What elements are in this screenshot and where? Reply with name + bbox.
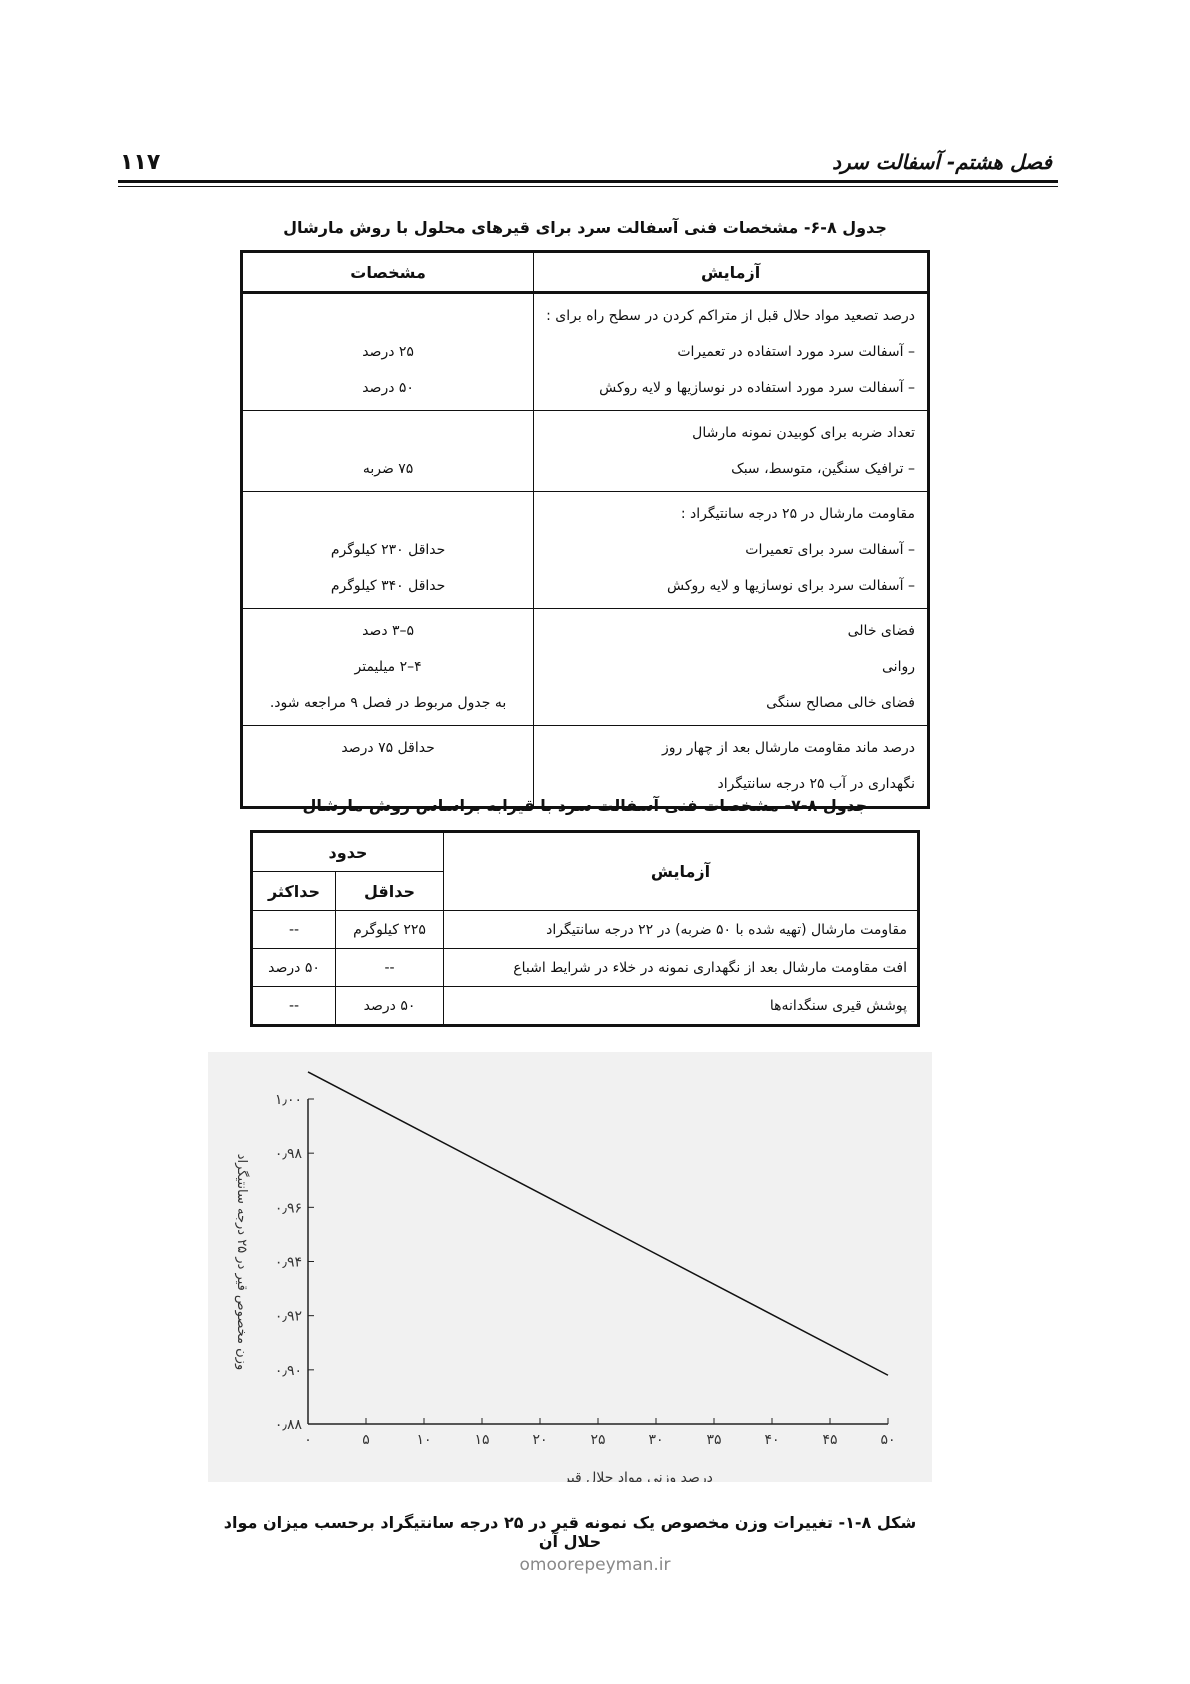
cell-line: – ترافیک سنگین، متوسط، سبک [731, 461, 915, 477]
cell-line: ۵–۳ دصد [362, 623, 415, 639]
table-cell-spec [242, 609, 534, 726]
x-tick-label: ۱۵ [474, 1432, 490, 1448]
cell-line: – آسفالت سرد مورد استفاده در تعمیرات [677, 344, 915, 360]
y-tick-label: ۰٫۹۲ [274, 1308, 302, 1325]
table-row [252, 949, 919, 987]
x-tick-label: ۴۰ [764, 1432, 780, 1448]
table2-header-test: آزمایش [444, 832, 919, 911]
cell-line: فضای خالی [847, 623, 915, 639]
table1-header-spec: مشخصات [242, 252, 534, 293]
cell-line: تعداد ضربه برای کوبیدن نمونه مارشال [692, 425, 915, 441]
y-tick-label: ۰٫۹۰ [274, 1362, 302, 1379]
table2-header-max: حداکثر [252, 872, 336, 911]
cell-line: ۲۵ درصد [362, 344, 414, 360]
cell-line: ۷۵ ضربه [362, 461, 414, 477]
cell-line [255, 298, 521, 334]
x-tick-label: ۲۵ [590, 1432, 606, 1448]
table-cell-min: ۲۲۵ کیلوگرم [336, 911, 444, 949]
cell-line: ۴–۲ میلیمتر [354, 659, 422, 675]
table-cell-test [534, 492, 929, 609]
table-cell-test: پوشش قیری سنگدانه‌ها [444, 987, 919, 1026]
cell-line: حداقل ۲۳۰ کیلوگرم [330, 542, 446, 558]
x-tick-label: ۴۵ [822, 1432, 838, 1448]
x-tick-label: ۱۰ [416, 1432, 432, 1448]
table2 [250, 830, 920, 1027]
y-tick-label: ۰٫۹۶ [274, 1200, 302, 1217]
table-cell-max: -- [252, 911, 336, 949]
table1-header-test: آزمایش [534, 252, 929, 293]
table1 [240, 250, 930, 809]
cell-line: به جدول مربوط در فصل ۹ مراجعه شود. [269, 695, 507, 711]
table-cell-test [534, 609, 929, 726]
cell-line: – آسفالت سرد مورد استفاده در نوسازیها و لایه روکش [599, 380, 915, 396]
table-cell-test: مقاومت مارشال (تهیه شده با ۵۰ ضربه) در ۲۲ درجه سانتیگراد [444, 911, 919, 949]
table2-caption: جدول ۸-۷- مشخصات فنی آسفالت سرد با قیرابه براساس روش مارشال [302, 796, 868, 815]
cell-line: حداقل ۷۵ درصد [341, 740, 435, 756]
table-cell-test [534, 293, 929, 411]
cell-line [255, 496, 521, 532]
cell-line: فضای خالی مصالح سنگی [766, 695, 915, 711]
cell-line: روانی [882, 659, 915, 675]
table-row [242, 492, 929, 609]
chart-svg [208, 1052, 932, 1482]
figure-chart [208, 1052, 932, 1482]
header-rule-thick [118, 180, 1058, 183]
x-tick-label: ۲۰ [532, 1432, 548, 1448]
table1-caption: جدول ۸-۶- مشخصات فنی آسفالت سرد برای قیرهای محلول با روش مارشال [283, 218, 887, 237]
cell-line: مقاومت مارشال در ۲۵ درجه سانتیگراد : [680, 506, 915, 522]
table2-header-limits: حدود [252, 832, 444, 872]
table-cell-max: ۵۰ درصد [252, 949, 336, 987]
x-tick-label: ۵۰ [880, 1432, 896, 1448]
table-cell-min: ۵۰ درصد [336, 987, 444, 1026]
table-cell-max: -- [252, 987, 336, 1026]
series-line [308, 1072, 888, 1375]
y-axis-label: وزن مخصوص قیر در ۲۵ درجه سانتیگراد [234, 1153, 249, 1371]
table-cell-spec [242, 492, 534, 609]
x-tick-label: ۰ [304, 1432, 312, 1448]
cell-line: – آسفالت سرد برای نوسازیها و لایه روکش [667, 578, 915, 594]
header-rule-thin [118, 186, 1058, 187]
y-tick-label: ۰٫۹۸ [274, 1146, 302, 1163]
table2-header-row [252, 832, 919, 872]
x-axis-label: درصد وزنی مواد حلال قیر [563, 1470, 713, 1482]
table2-header-min: حداقل [336, 872, 444, 911]
x-tick-label: ۳۵ [706, 1432, 722, 1448]
table-row [242, 609, 929, 726]
y-tick-label: ۰٫۹۴ [274, 1254, 302, 1271]
cell-line: درصد ماند مقاومت مارشال بعد از چهار روز [661, 740, 915, 756]
x-tick-label: ۵ [362, 1432, 370, 1448]
page-number: ۱۱۷ [120, 150, 161, 175]
table-row [242, 293, 929, 411]
table1-header-row [242, 252, 929, 293]
tick-group [275, 1092, 896, 1448]
cell-line [255, 415, 521, 451]
table-cell-spec [242, 293, 534, 411]
y-tick-label: ۱٫۰۰ [274, 1092, 302, 1108]
table-cell-test [534, 411, 929, 492]
cell-line: حداقل ۳۴۰ کیلوگرم [330, 578, 446, 594]
cell-line: – آسفالت سرد برای تعمیرات [745, 542, 915, 558]
table-row [252, 911, 919, 949]
cell-line: درصد تصعید مواد حلال قبل از متراکم کردن در سطح راه برای : [546, 308, 915, 324]
chapter-title: فصل هشتم- آسفالت سرد [832, 150, 1052, 174]
table-cell-min: -- [336, 949, 444, 987]
table-cell-test: افت مقاومت مارشال بعد از نگهداری نمونه در خلاء در شرایط اشباع [444, 949, 919, 987]
table-row [252, 987, 919, 1026]
cell-line: نگهداری در آب ۲۵ درجه سانتیگراد [717, 776, 915, 792]
cell-line: ۵۰ درصد [362, 380, 414, 396]
y-tick-label: ۰٫۸۸ [274, 1417, 302, 1433]
watermark-text: omoorepeyman.ir [519, 1555, 671, 1575]
x-tick-label: ۳۰ [648, 1432, 664, 1448]
table-row [242, 411, 929, 492]
table-cell-spec [242, 411, 534, 492]
figure-caption: شکل ۸-۱- تغییرات وزن مخصوص یک نمونه قیر در ۲۵ درجه سانتیگراد برحسب میزان مواد حلال آن [223, 1513, 917, 1551]
